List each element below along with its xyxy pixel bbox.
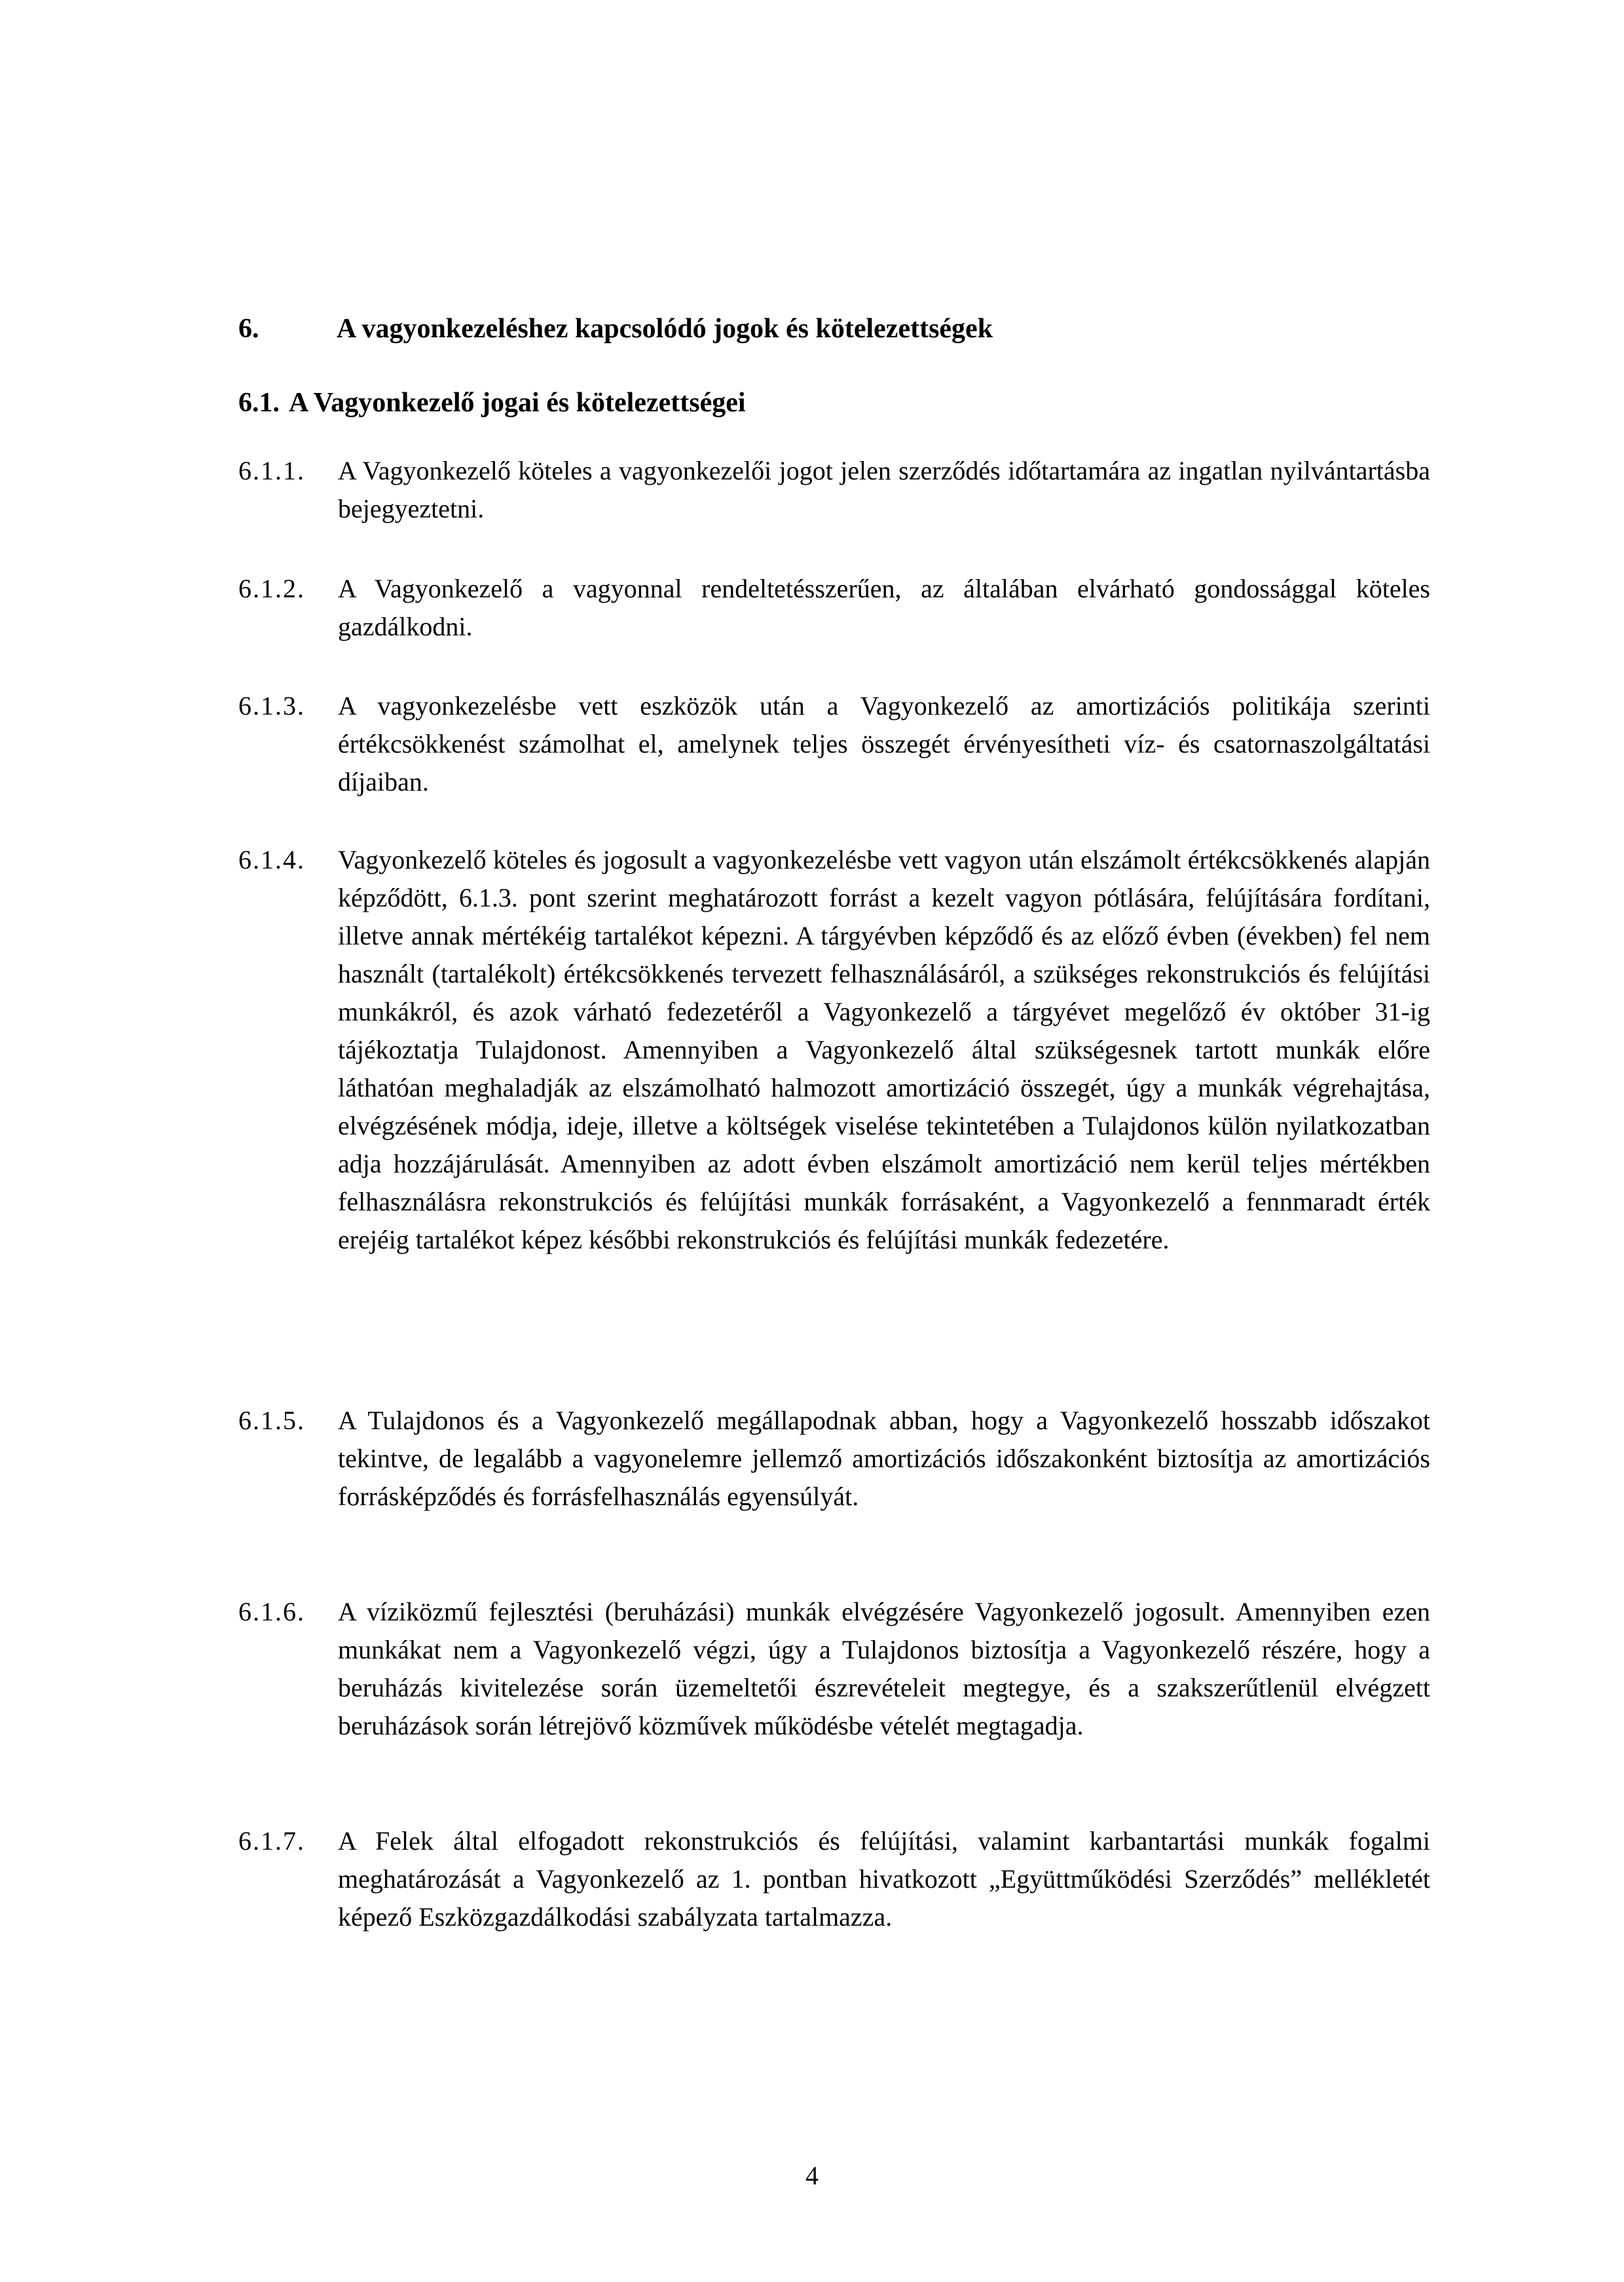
clause-text: A vagyonkezelésbe vett eszközök után a Vagyonkezelő az amortizációs politikája szerinti értékcsökkenést számolhat el, amelynek teljes összegét érvényesítheti víz- és csatornaszolgáltatási díjaiban. <box>338 691 1430 796</box>
clause-6-1-3 <box>238 687 1430 801</box>
clause-text: A Tulajdonos és a Vagyonkezelő megállapodnak abban, hogy a Vagyonkezelő hosszabb időszakot tekintve, de legalább a vagyonelemre jellemző amortizációs időszakonként biztosítja az amortizációs forrásképződés és forrásfelhasználás egyensúlyát. <box>338 1406 1430 1511</box>
clause-6-1-7 <box>238 1822 1430 1936</box>
clause-6-1-4 <box>238 841 1430 1259</box>
clause-number: 6.1.4. <box>238 845 305 874</box>
clause-6-1-2 <box>238 570 1430 646</box>
clause-6-1-6 <box>238 1593 1430 1745</box>
clause-6-1-1 <box>238 452 1430 528</box>
clause-number: 6.1.1. <box>238 456 305 485</box>
clause-number: 6.1.6. <box>238 1597 305 1626</box>
clause-number: 6.1.7. <box>238 1826 305 1856</box>
subsection-title: A Vagyonkezelő jogai és kötelezettségei <box>289 388 746 418</box>
subsection-heading <box>238 383 1483 422</box>
clause-text: A Vagyonkezelő köteles a vagyonkezelői jogot jelen szerződés időtartamára az ingatlan nyilvántartásba bejegyeztetni. <box>338 456 1430 523</box>
clause-number: 6.1.3. <box>238 691 305 720</box>
clause-number: 6.1.2. <box>238 574 305 603</box>
section-number: 6. <box>238 314 259 344</box>
section-heading <box>238 309 1483 348</box>
clause-text: A Vagyonkezelő a vagyonnal rendeltetésszerűen, az általában elvárható gondossággal köteles gazdálkodni. <box>338 574 1430 641</box>
clause-number: 6.1.5. <box>238 1406 305 1435</box>
clause-text: Vagyonkezelő köteles és jogosult a vagyonkezelésbe vett vagyon után elszámolt értékcsökkenés alapján képződött, 6.1.3. pont szerint meghatározott forrást a kezelt vagyon pótlására, felújítására fordítani, illetve annak mértékéig tartalékot képezni. A tárgyévben képződő és az előző évben (években) fel nem használt (tartalékolt) értékcsökkenés tervezett felhasználásáról, a szükséges rekonstrukciós és felújítási munkákról, és azok várható fedezetéről a Vagyonkezelő a tárgyévet megelőző év október 31-ig tájékoztatja Tulajdonost. Amennyiben a Vagyonkezelő által szükségesnek tartott munkák előre láthatóan meghaladják az elszámolható halmozott amortizáció összegét, úgy a munkák végrehajtása, elvégzésének módja, ideje, illetve a költségek viselése tekintetében a Tulajdonos külön nyilatkozatban adja hozzájárulását. Amennyiben az adott évben elszámolt amortizáció nem kerül teljes mértékben felhasználásra rekonstrukciós és felújítási munkák forrásaként, a Vagyonkezelő a fennmaradt érték erejéig tartalékot képez későbbi rekonstrukciós és felújítási munkák fedezetére. <box>338 845 1430 1254</box>
clause-text: A Felek által elfogadott rekonstrukciós és felújítási, valamint karbantartási munkák fogalmi meghatározását a Vagyonkezelő az 1. pontban hivatkozott „Együttműködési Szerződés” mellékletét képező Eszközgazdálkodási szabályzata tartalmazza. <box>338 1826 1430 1932</box>
clause-6-1-5 <box>238 1402 1430 1516</box>
subsection-number: 6.1. <box>238 388 280 418</box>
page-number: 4 <box>805 2161 819 2190</box>
clause-text: A víziközmű fejlesztési (beruházási) munkák elvégzésére Vagyonkezelő jogosult. Amennyiben ezen munkákat nem a Vagyonkezelő végzi, úgy a Tulajdonos biztosítja a Vagyonkezelő részére, hogy a beruházás kivitelezése során üzemeltetői észrevételeit megtegye, és a szakszerűtlenül elvégzett beruházások során létrejövő közművek működésbe vételét megtagadja. <box>338 1597 1430 1740</box>
section-title: A vagyonkezeléshez kapcsolódó jogok és kötelezettségek <box>337 314 993 344</box>
